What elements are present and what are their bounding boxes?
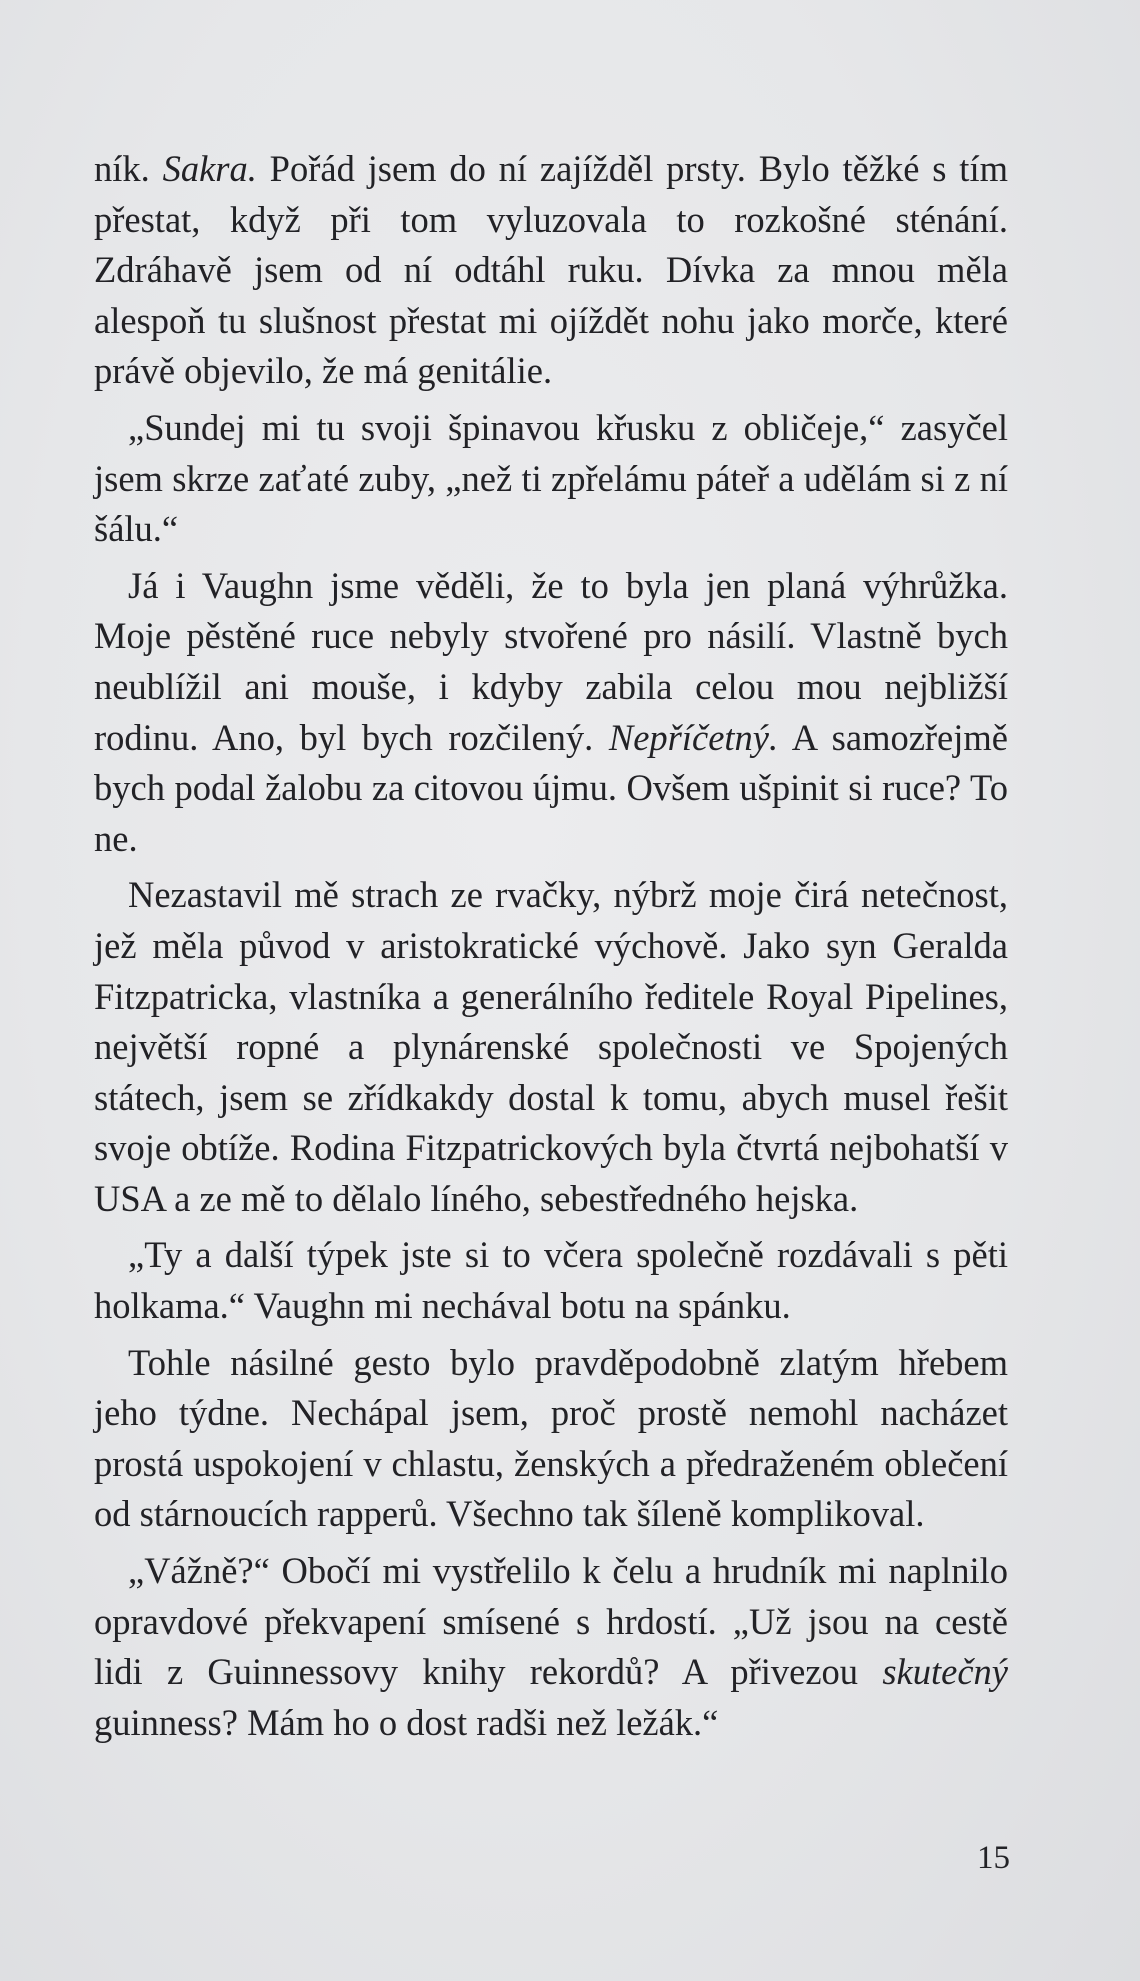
paragraph bbox=[94, 403, 1008, 555]
text-run: guinness? Mám ho o dost radši než ležák.“ bbox=[94, 1701, 719, 1743]
text-run: Pořád jsem do ní zajížděl prsty. Bylo těžké s tím přestat, když při tom vyluzovala to rozkošné sténání. Zdráhavě jsem od ní odtáhl ruku. Dívka za mnou měla alespoň tu slušnost přestat mi ojíždět nohu jako morče, které právě objevilo, že má genitálie. bbox=[94, 148, 1008, 392]
paragraph bbox=[94, 1230, 1008, 1331]
page-number: 15 bbox=[977, 1840, 1010, 1876]
paragraph bbox=[94, 870, 1008, 1224]
text-run: A samozřejmě bych podal žalobu za citovou újmu. Ovšem ušpinit si ruce? To ne. bbox=[94, 716, 1008, 859]
italic-text: Sakra. bbox=[162, 148, 257, 189]
italic-text: skutečný bbox=[882, 1651, 1008, 1693]
paragraph bbox=[94, 144, 1008, 397]
italic-text: Nepříčetný. bbox=[608, 716, 779, 758]
paragraph bbox=[94, 561, 1008, 865]
body-text bbox=[94, 144, 1008, 1748]
text-run: „Ty a další týpek jste si to včera společně rozdávali s pěti holkama.“ Vaughn mi nechával botu na spánku. bbox=[94, 1234, 1008, 1327]
text-run: Já i Vaughn jsme věděli, že to byla jen planá výhrůžka. Moje pěstěné ruce nebyly stvořené pro násilí. Vlastně bych neublížil ani mouše, i kdyby zabila celou mou nejbližší rodinu. Ano, byl bych rozčilený. bbox=[94, 564, 1008, 758]
text-run: Nezastavil mě strach ze rvačky, nýbrž moje čirá netečnost, jež měla původ v aristokratické výchově. Jako syn Geralda Fitzpatricka, vlastníka a generálního ředitele Royal Pipelines, největší ropné a plynárenské společnosti ve Spojených státech, jsem se zřídkakdy dostal k tomu, abych musel řešit svoje obtíže. Rodina Fitzpatrickových byla čtvrtá nejbohatší v USA a ze mě to dělalo líného, sebestředného hejska. bbox=[94, 874, 1008, 1219]
paragraph bbox=[94, 1546, 1008, 1748]
paragraph bbox=[94, 1338, 1008, 1540]
text-run: ník. bbox=[94, 148, 163, 189]
text-run: Tohle násilné gesto bylo pravděpodobně zlatým hřebem jeho týdne. Nechápal jsem, proč prostě nemohl nacházet prostá uspokojení v chlastu, ženských a předraženém oblečení od stárnoucích rapperů. Všechno tak šíleně komplikoval. bbox=[94, 1341, 1008, 1535]
text-run: „Sundej mi tu svoji špinavou křusku z obličeje,“ zasyčel jsem skrze zaťaté zuby, „než ti zpřelámu páteř a udělám si z ní šálu.“ bbox=[94, 406, 1008, 550]
text-run: „Vážně?“ Obočí mi vystřelilo k čelu a hrudník mi naplnilo opravdové překvapení smísené s hrdostí. „Už jsou na cestě lidi z Guinnessovy knihy rekordů? A přivezou bbox=[94, 1550, 1008, 1693]
